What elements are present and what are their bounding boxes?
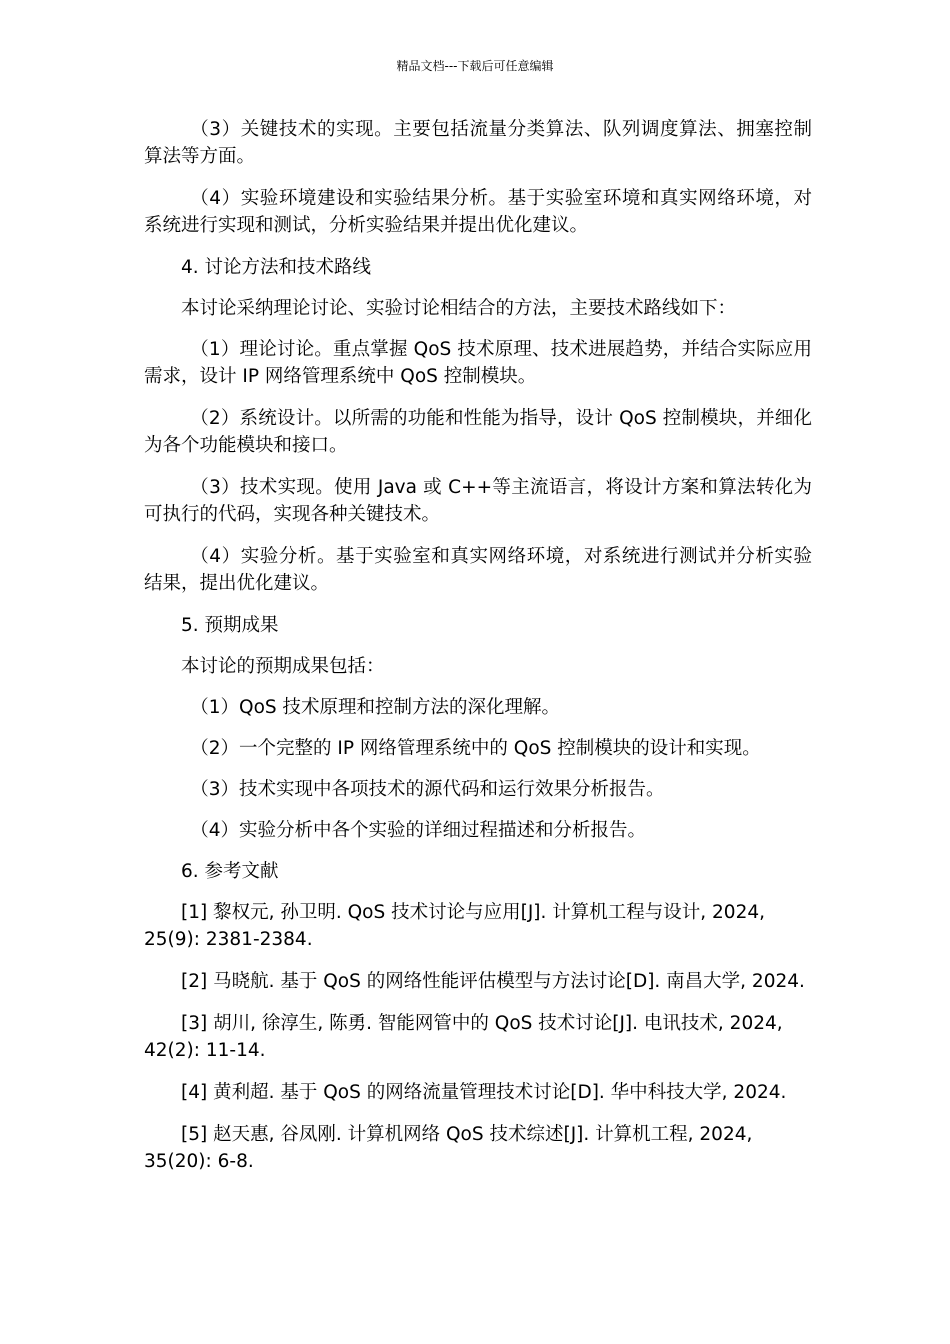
list-item-experiment-env: （4）实验环境建设和实验结果分析。基于实验室环境和真实网络环境，对系统进行实现和测试，分析实验结果并提出优化建议。 <box>144 188 812 236</box>
list-item-key-tech: （3）关键技术的实现。主要包括流量分类算法、队列调度算法、拥塞控制算法等方面。 <box>144 119 812 167</box>
list-item-theory: （1）理论讨论。重点掌握 QoS 技术原理、技术进展趋势，并结合实际应用需求，设计 IP 网络管理系统中 QoS 控制模块。 <box>144 339 812 387</box>
reference-item-4: [4] 黄利超. 基于 QoS 的网络流量管理技术讨论[D]. 华中科技大学, 2024. <box>181 1082 787 1103</box>
methods-intro: 本讨论采纳理论讨论、实验讨论相结合的方法，主要技术路线如下： <box>181 298 737 319</box>
list-item-outcome-3: （3）技术实现中各项技术的源代码和运行效果分析报告。 <box>190 779 665 800</box>
section-heading-methods: 4. 讨论方法和技术路线 <box>181 257 372 278</box>
list-item-outcome-1: （1）QoS 技术原理和控制方法的深化理解。 <box>190 697 561 718</box>
list-item-analysis: （4）实验分析。基于实验室和真实网络环境，对系统进行测试并分析实验结果，提出优化建议。 <box>144 546 812 594</box>
section-heading-references: 6. 参考文献 <box>181 861 279 882</box>
list-item-system-design: （2）系统设计。以所需的功能和性能为指导，设计 QoS 控制模块，并细化为各个功能模块和接口。 <box>144 408 812 456</box>
list-item-outcome-4: （4）实验分析中各个实验的详细过程描述和分析报告。 <box>190 820 647 841</box>
reference-item-3: [3] 胡川, 徐淳生, 陈勇. 智能网管中的 QoS 技术讨论[J]. 电讯技术, 2024, 42(2): 11-14. <box>144 1013 783 1061</box>
page-header: 精品文档---下载后可任意编辑 <box>396 59 554 73</box>
document-body <box>144 116 812 1190</box>
list-item-implementation: （3）技术实现。使用 Java 或 C++等主流语言，将设计方案和算法转化为可执行的代码，实现各种关键技术。 <box>144 477 812 525</box>
section-heading-outcomes: 5. 预期成果 <box>181 615 279 636</box>
reference-item-2: [2] 马晓航. 基于 QoS 的网络性能评估模型与方法讨论[D]. 南昌大学, 2024. <box>181 971 805 992</box>
reference-item-1: [1] 黎权元, 孙卫明. QoS 技术讨论与应用[J]. 计算机工程与设计, 2024, 25(9): 2381-2384. <box>144 902 765 950</box>
list-item-outcome-2: （2）一个完整的 IP 网络管理系统中的 QoS 控制模块的设计和实现。 <box>190 738 761 759</box>
reference-item-5: [5] 赵天惠, 谷凤刚. 计算机网络 QoS 技术综述[J]. 计算机工程, 2024, 35(20): 6-8. <box>144 1124 753 1172</box>
outcomes-intro: 本讨论的预期成果包括： <box>181 656 385 677</box>
